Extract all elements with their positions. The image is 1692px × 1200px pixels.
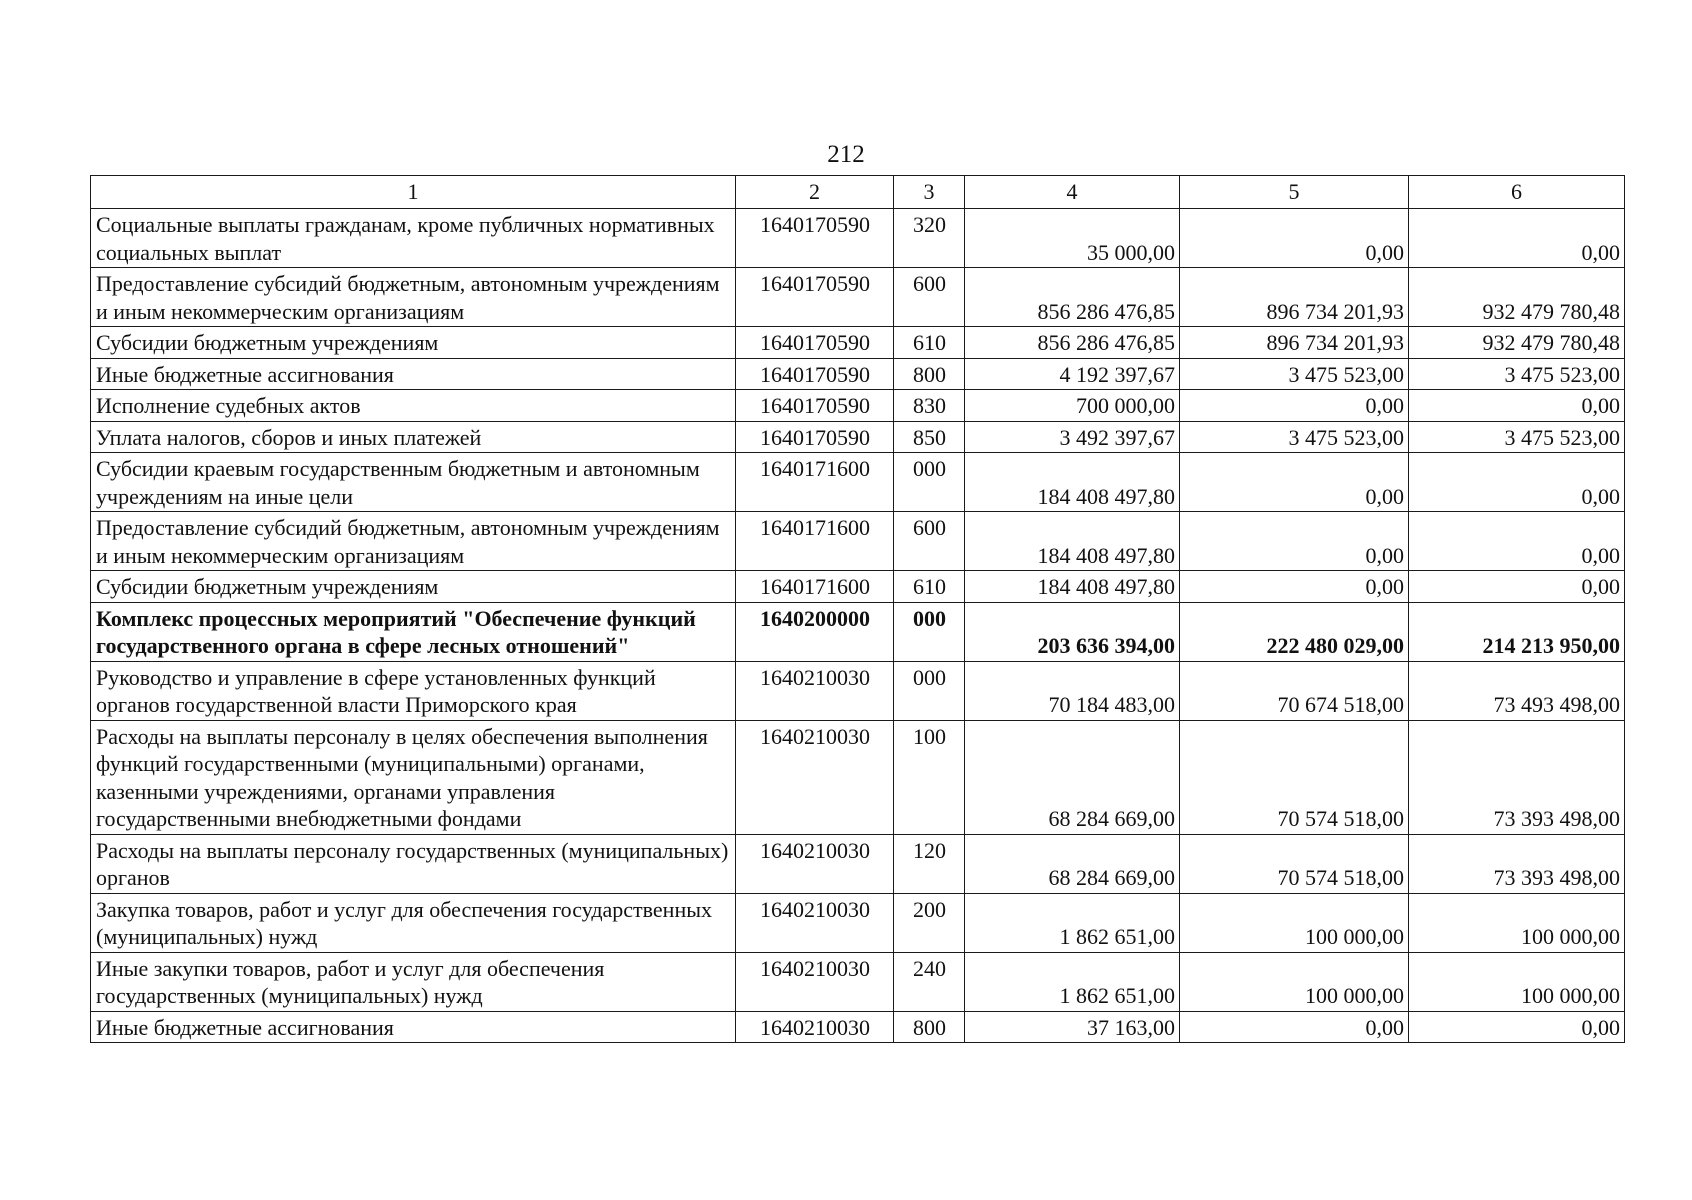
table-row	[91, 834, 1625, 893]
amount-year1-cell: 1 862 651,00	[965, 893, 1180, 952]
amount-year2-cell: 3 475 523,00	[1180, 421, 1409, 453]
amount-year2-cell: 0,00	[1180, 512, 1409, 571]
amount-year1-cell: 856 286 476,85	[965, 268, 1180, 327]
amount-year2-cell: 70 674 518,00	[1180, 661, 1409, 720]
amount-year2-cell: 896 734 201,93	[1180, 327, 1409, 359]
expense-type-code-cell: 120	[894, 834, 965, 893]
amount-year3-cell: 73 393 498,00	[1409, 720, 1625, 834]
table-row	[91, 358, 1625, 390]
item-name-cell: Комплекс процессных мероприятий "Обеспечение функций государственного органа в сфере лесных отношений"	[91, 602, 736, 661]
item-name-cell: Субсидии бюджетным учреждениям	[91, 327, 736, 359]
amount-year1-cell: 184 408 497,80	[965, 453, 1180, 512]
item-name-cell: Иные бюджетные ассигнования	[91, 358, 736, 390]
expense-type-code-cell: 000	[894, 602, 965, 661]
table-row	[91, 602, 1625, 661]
amount-year2-cell: 70 574 518,00	[1180, 720, 1409, 834]
column-header: 6	[1409, 176, 1625, 209]
amount-year3-cell: 0,00	[1409, 512, 1625, 571]
amount-year3-cell: 73 393 498,00	[1409, 834, 1625, 893]
expense-type-code-cell: 600	[894, 268, 965, 327]
expense-type-code-cell: 610	[894, 327, 965, 359]
target-article-code-cell: 1640210030	[736, 834, 894, 893]
target-article-code-cell: 1640210030	[736, 952, 894, 1011]
expense-type-code-cell: 600	[894, 512, 965, 571]
amount-year1-cell: 184 408 497,80	[965, 571, 1180, 603]
amount-year3-cell: 100 000,00	[1409, 893, 1625, 952]
amount-year3-cell: 214 213 950,00	[1409, 602, 1625, 661]
table-row	[91, 421, 1625, 453]
amount-year2-cell: 100 000,00	[1180, 893, 1409, 952]
amount-year2-cell: 0,00	[1180, 390, 1409, 422]
amount-year2-cell: 100 000,00	[1180, 952, 1409, 1011]
target-article-code-cell: 1640210030	[736, 720, 894, 834]
column-header: 5	[1180, 176, 1409, 209]
target-article-code-cell: 1640170590	[736, 209, 894, 268]
column-header: 2	[736, 176, 894, 209]
item-name-cell: Закупка товаров, работ и услуг для обеспечения государственных (муниципальных) нужд	[91, 893, 736, 952]
expense-type-code-cell: 000	[894, 453, 965, 512]
amount-year2-cell: 0,00	[1180, 1011, 1409, 1043]
amount-year2-cell: 222 480 029,00	[1180, 602, 1409, 661]
item-name-cell: Расходы на выплаты персоналу в целях обеспечения выполнения функций государственными (муниципальными) органами, казенными учреждениями, органами управления государственными внебюджетными фондами	[91, 720, 736, 834]
amount-year1-cell: 184 408 497,80	[965, 512, 1180, 571]
expense-type-code-cell: 830	[894, 390, 965, 422]
target-article-code-cell: 1640210030	[736, 1011, 894, 1043]
amount-year1-cell: 35 000,00	[965, 209, 1180, 268]
amount-year3-cell: 0,00	[1409, 390, 1625, 422]
expense-type-code-cell: 800	[894, 1011, 965, 1043]
target-article-code-cell: 1640200000	[736, 602, 894, 661]
expense-type-code-cell: 200	[894, 893, 965, 952]
item-name-cell: Предоставление субсидий бюджетным, автономным учреждениям и иным некоммерческим организациям	[91, 512, 736, 571]
table-row	[91, 571, 1625, 603]
amount-year1-cell: 68 284 669,00	[965, 834, 1180, 893]
amount-year3-cell: 0,00	[1409, 209, 1625, 268]
table-row	[91, 952, 1625, 1011]
column-header: 3	[894, 176, 965, 209]
amount-year3-cell: 100 000,00	[1409, 952, 1625, 1011]
expense-type-code-cell: 850	[894, 421, 965, 453]
item-name-cell: Исполнение судебных актов	[91, 390, 736, 422]
target-article-code-cell: 1640170590	[736, 358, 894, 390]
table-row	[91, 209, 1625, 268]
target-article-code-cell: 1640171600	[736, 453, 894, 512]
item-name-cell: Социальные выплаты гражданам, кроме публичных нормативных социальных выплат	[91, 209, 736, 268]
amount-year3-cell: 73 493 498,00	[1409, 661, 1625, 720]
amount-year1-cell: 70 184 483,00	[965, 661, 1180, 720]
column-header: 1	[91, 176, 736, 209]
amount-year1-cell: 1 862 651,00	[965, 952, 1180, 1011]
amount-year1-cell: 203 636 394,00	[965, 602, 1180, 661]
amount-year2-cell: 0,00	[1180, 453, 1409, 512]
expense-type-code-cell: 240	[894, 952, 965, 1011]
amount-year2-cell: 3 475 523,00	[1180, 358, 1409, 390]
item-name-cell: Предоставление субсидий бюджетным, автономным учреждениям и иным некоммерческим организациям	[91, 268, 736, 327]
column-number-header	[91, 176, 1625, 209]
amount-year2-cell: 0,00	[1180, 209, 1409, 268]
amount-year3-cell: 3 475 523,00	[1409, 421, 1625, 453]
item-name-cell: Иные бюджетные ассигнования	[91, 1011, 736, 1043]
target-article-code-cell: 1640170590	[736, 421, 894, 453]
amount-year1-cell: 68 284 669,00	[965, 720, 1180, 834]
target-article-code-cell: 1640171600	[736, 512, 894, 571]
amount-year2-cell: 70 574 518,00	[1180, 834, 1409, 893]
amount-year1-cell: 37 163,00	[965, 1011, 1180, 1043]
table-row	[91, 661, 1625, 720]
amount-year3-cell: 932 479 780,48	[1409, 327, 1625, 359]
amount-year3-cell: 0,00	[1409, 1011, 1625, 1043]
target-article-code-cell: 1640170590	[736, 327, 894, 359]
target-article-code-cell: 1640171600	[736, 571, 894, 603]
amount-year1-cell: 856 286 476,85	[965, 327, 1180, 359]
item-name-cell: Руководство и управление в сфере установленных функций органов государственной власти Приморского края	[91, 661, 736, 720]
amount-year1-cell: 4 192 397,67	[965, 358, 1180, 390]
item-name-cell: Расходы на выплаты персоналу государственных (муниципальных) органов	[91, 834, 736, 893]
budget-table	[90, 175, 1625, 1043]
item-name-cell: Субсидии краевым государственным бюджетным и автономным учреждениям на иные цели	[91, 453, 736, 512]
table-body	[91, 209, 1625, 1043]
item-name-cell: Субсидии бюджетным учреждениям	[91, 571, 736, 603]
table-row	[91, 893, 1625, 952]
amount-year3-cell: 0,00	[1409, 571, 1625, 603]
table-row	[91, 268, 1625, 327]
target-article-code-cell: 1640170590	[736, 268, 894, 327]
target-article-code-cell: 1640210030	[736, 893, 894, 952]
item-name-cell: Уплата налогов, сборов и иных платежей	[91, 421, 736, 453]
amount-year1-cell: 3 492 397,67	[965, 421, 1180, 453]
amount-year3-cell: 3 475 523,00	[1409, 358, 1625, 390]
expense-type-code-cell: 800	[894, 358, 965, 390]
expense-type-code-cell: 100	[894, 720, 965, 834]
table-row	[91, 720, 1625, 834]
amount-year2-cell: 0,00	[1180, 571, 1409, 603]
item-name-cell: Иные закупки товаров, работ и услуг для обеспечения государственных (муниципальных) нужд	[91, 952, 736, 1011]
page-number: 212	[827, 141, 865, 168]
table-row	[91, 453, 1625, 512]
amount-year3-cell: 0,00	[1409, 453, 1625, 512]
table-row	[91, 1011, 1625, 1043]
target-article-code-cell: 1640170590	[736, 390, 894, 422]
amount-year1-cell: 700 000,00	[965, 390, 1180, 422]
column-header: 4	[965, 176, 1180, 209]
table-row	[91, 390, 1625, 422]
table-row	[91, 327, 1625, 359]
amount-year3-cell: 932 479 780,48	[1409, 268, 1625, 327]
table-row	[91, 512, 1625, 571]
expense-type-code-cell: 610	[894, 571, 965, 603]
amount-year2-cell: 896 734 201,93	[1180, 268, 1409, 327]
target-article-code-cell: 1640210030	[736, 661, 894, 720]
expense-type-code-cell: 320	[894, 209, 965, 268]
expense-type-code-cell: 000	[894, 661, 965, 720]
